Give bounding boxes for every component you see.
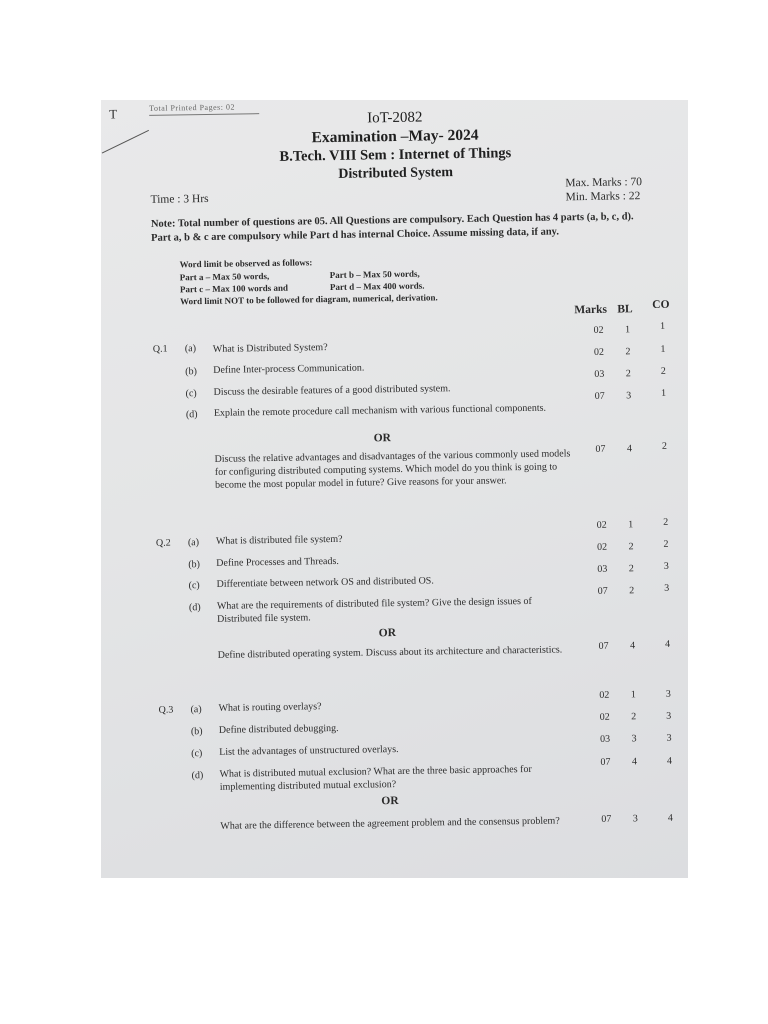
bl-value: 4	[626, 443, 633, 455]
word-limit-note: Word limit NOT to be followed for diagram, numerical, derivation.	[180, 292, 438, 307]
co-value: 3	[666, 710, 672, 722]
bl-value: 2	[629, 585, 635, 597]
bl-value: 1	[628, 519, 634, 531]
question-text: Define Processes and Threads.	[216, 555, 339, 569]
question-text: List the advantages of unstructured overlays.	[219, 744, 399, 758]
co-value: 2	[663, 516, 669, 528]
exam-title: Examination –May- 2024	[311, 126, 479, 147]
co-value: 1	[660, 320, 666, 332]
part-label: (b)	[185, 366, 198, 378]
bl-value: 3	[631, 733, 637, 745]
question-text: Define distributed debugging.	[218, 722, 339, 736]
part-label: (b)	[188, 559, 201, 571]
marks-value: 03	[599, 733, 611, 745]
or-separator: OR	[373, 432, 392, 445]
question-text: What are the requirements of distributed file system? Give the design issues of Distributed file system.	[216, 595, 532, 625]
bl-value: 2	[628, 541, 634, 553]
co-value: 1	[660, 343, 666, 355]
question-text: What is distributed file system?	[215, 533, 343, 547]
marks-value: 07	[598, 640, 609, 652]
bl-value: 4	[631, 756, 638, 768]
part-label: (d)	[191, 770, 204, 782]
co-value: 2	[661, 440, 668, 452]
word-limit-d: Part d – Max 400 words.	[329, 280, 425, 293]
marks-value: 07	[601, 813, 612, 825]
question-text: What is distributed mutual exclusion? What are the three basic approaches for implementing distributed mutual exclusion?	[219, 763, 532, 793]
or-separator: OR	[381, 795, 399, 808]
co-value: 3	[665, 688, 671, 700]
question-text: Define distributed operating system. Discuss about its architecture and characteristics.	[217, 644, 563, 661]
word-limit-a: Part a – Max 50 words,	[179, 270, 270, 283]
max-marks: Max. Marks : 70	[565, 176, 643, 190]
question-text: Discuss the desirable features of a good distributed system.	[213, 383, 451, 398]
bl-value: 3	[626, 390, 632, 402]
word-limit-b: Part b – Max 50 words,	[329, 268, 420, 281]
question-text: Define Inter-process Communication.	[213, 362, 365, 376]
co-value: 3	[664, 582, 670, 594]
marks-header: Marks	[574, 303, 608, 317]
marks-value: 03	[597, 563, 608, 575]
question-text: What are the difference between the agreement problem and the consensus problem?	[220, 815, 560, 832]
question-text: Differentiate between network OS and distributed OS.	[216, 575, 434, 590]
course-title: B.Tech. VIII Sem : Internet of Things	[279, 145, 512, 165]
question-number: Q.1	[152, 343, 168, 355]
bl-header: BL	[617, 303, 633, 316]
marks-value: 02	[593, 324, 604, 336]
corner-mark: T	[109, 106, 118, 122]
or-separator: OR	[378, 627, 397, 640]
bl-value: 1	[630, 689, 636, 701]
marks-value: 07	[595, 443, 606, 455]
question-text: What is routing overlays?	[218, 701, 322, 714]
part-label: (d)	[185, 409, 198, 421]
part-label: (c)	[191, 748, 203, 760]
min-marks: Min. Marks : 22	[565, 190, 641, 204]
top-strip: Total Printed Pages: 02	[149, 102, 259, 116]
co-value: 4	[666, 755, 673, 767]
question-number: Q.2	[155, 537, 171, 549]
marks-value: 02	[596, 519, 607, 531]
subject-title: Distributed System	[338, 165, 454, 182]
time-allowed: Time : 3 Hrs	[150, 192, 209, 206]
word-limit-title: Word limit be observed as follows:	[179, 257, 313, 270]
bl-value: 1	[625, 324, 631, 336]
co-value: 2	[660, 365, 666, 377]
marks-value: 07	[597, 585, 608, 597]
co-value: 1	[661, 387, 667, 399]
question-text: Explain the remote procedure call mechanism with various functional components.	[213, 402, 547, 419]
marks-value: 02	[599, 689, 610, 701]
question-number: Q.3	[158, 704, 174, 716]
part-label: (b)	[190, 726, 203, 738]
question-text: What is Distributed System?	[212, 342, 328, 355]
paper-code: IoT-2082	[367, 109, 423, 127]
co-value: 4	[667, 812, 673, 824]
part-label: (a)	[187, 537, 200, 549]
word-limit-c: Part c – Max 100 words and	[179, 282, 289, 295]
bl-value: 2	[625, 368, 631, 380]
question-text: Discuss the relative advantages and disadvantages of the various commonly used models for configuring distributed computing systems. Which model do you think is going to become the most popular model in future? Give reasons for your answer.	[214, 448, 571, 491]
co-value: 4	[664, 638, 671, 650]
co-value: 3	[663, 560, 669, 572]
marks-value: 02	[596, 541, 608, 553]
marks-value: 07	[594, 390, 605, 402]
part-label: (d)	[188, 602, 201, 614]
part-label: (a)	[190, 704, 202, 716]
bl-value: 2	[625, 346, 631, 358]
exam-paper	[101, 100, 688, 878]
co-value: 2	[663, 538, 669, 550]
marks-value: 02	[599, 711, 610, 723]
co-header: CO	[652, 298, 670, 311]
bl-value: 2	[631, 711, 637, 723]
instructions-note: Note: Total number of questions are 05. All Questions are compulsory. Each Question has 4 parts (a, b, c, d). Part a, b & c are compulsory while Part d has internal Choice. Assume missing data, if any.	[150, 211, 634, 244]
marks-value: 07	[600, 756, 611, 768]
exam-paper-photo	[101, 100, 688, 878]
marks-value: 02	[593, 346, 605, 358]
bl-value: 4	[630, 640, 636, 652]
part-label: (c)	[188, 580, 200, 592]
bl-value: 3	[632, 813, 638, 825]
co-value: 3	[666, 732, 672, 744]
part-label: (c)	[185, 388, 197, 400]
marks-value: 03	[594, 368, 605, 380]
bl-value: 2	[628, 563, 634, 575]
part-label: (a)	[184, 343, 197, 355]
